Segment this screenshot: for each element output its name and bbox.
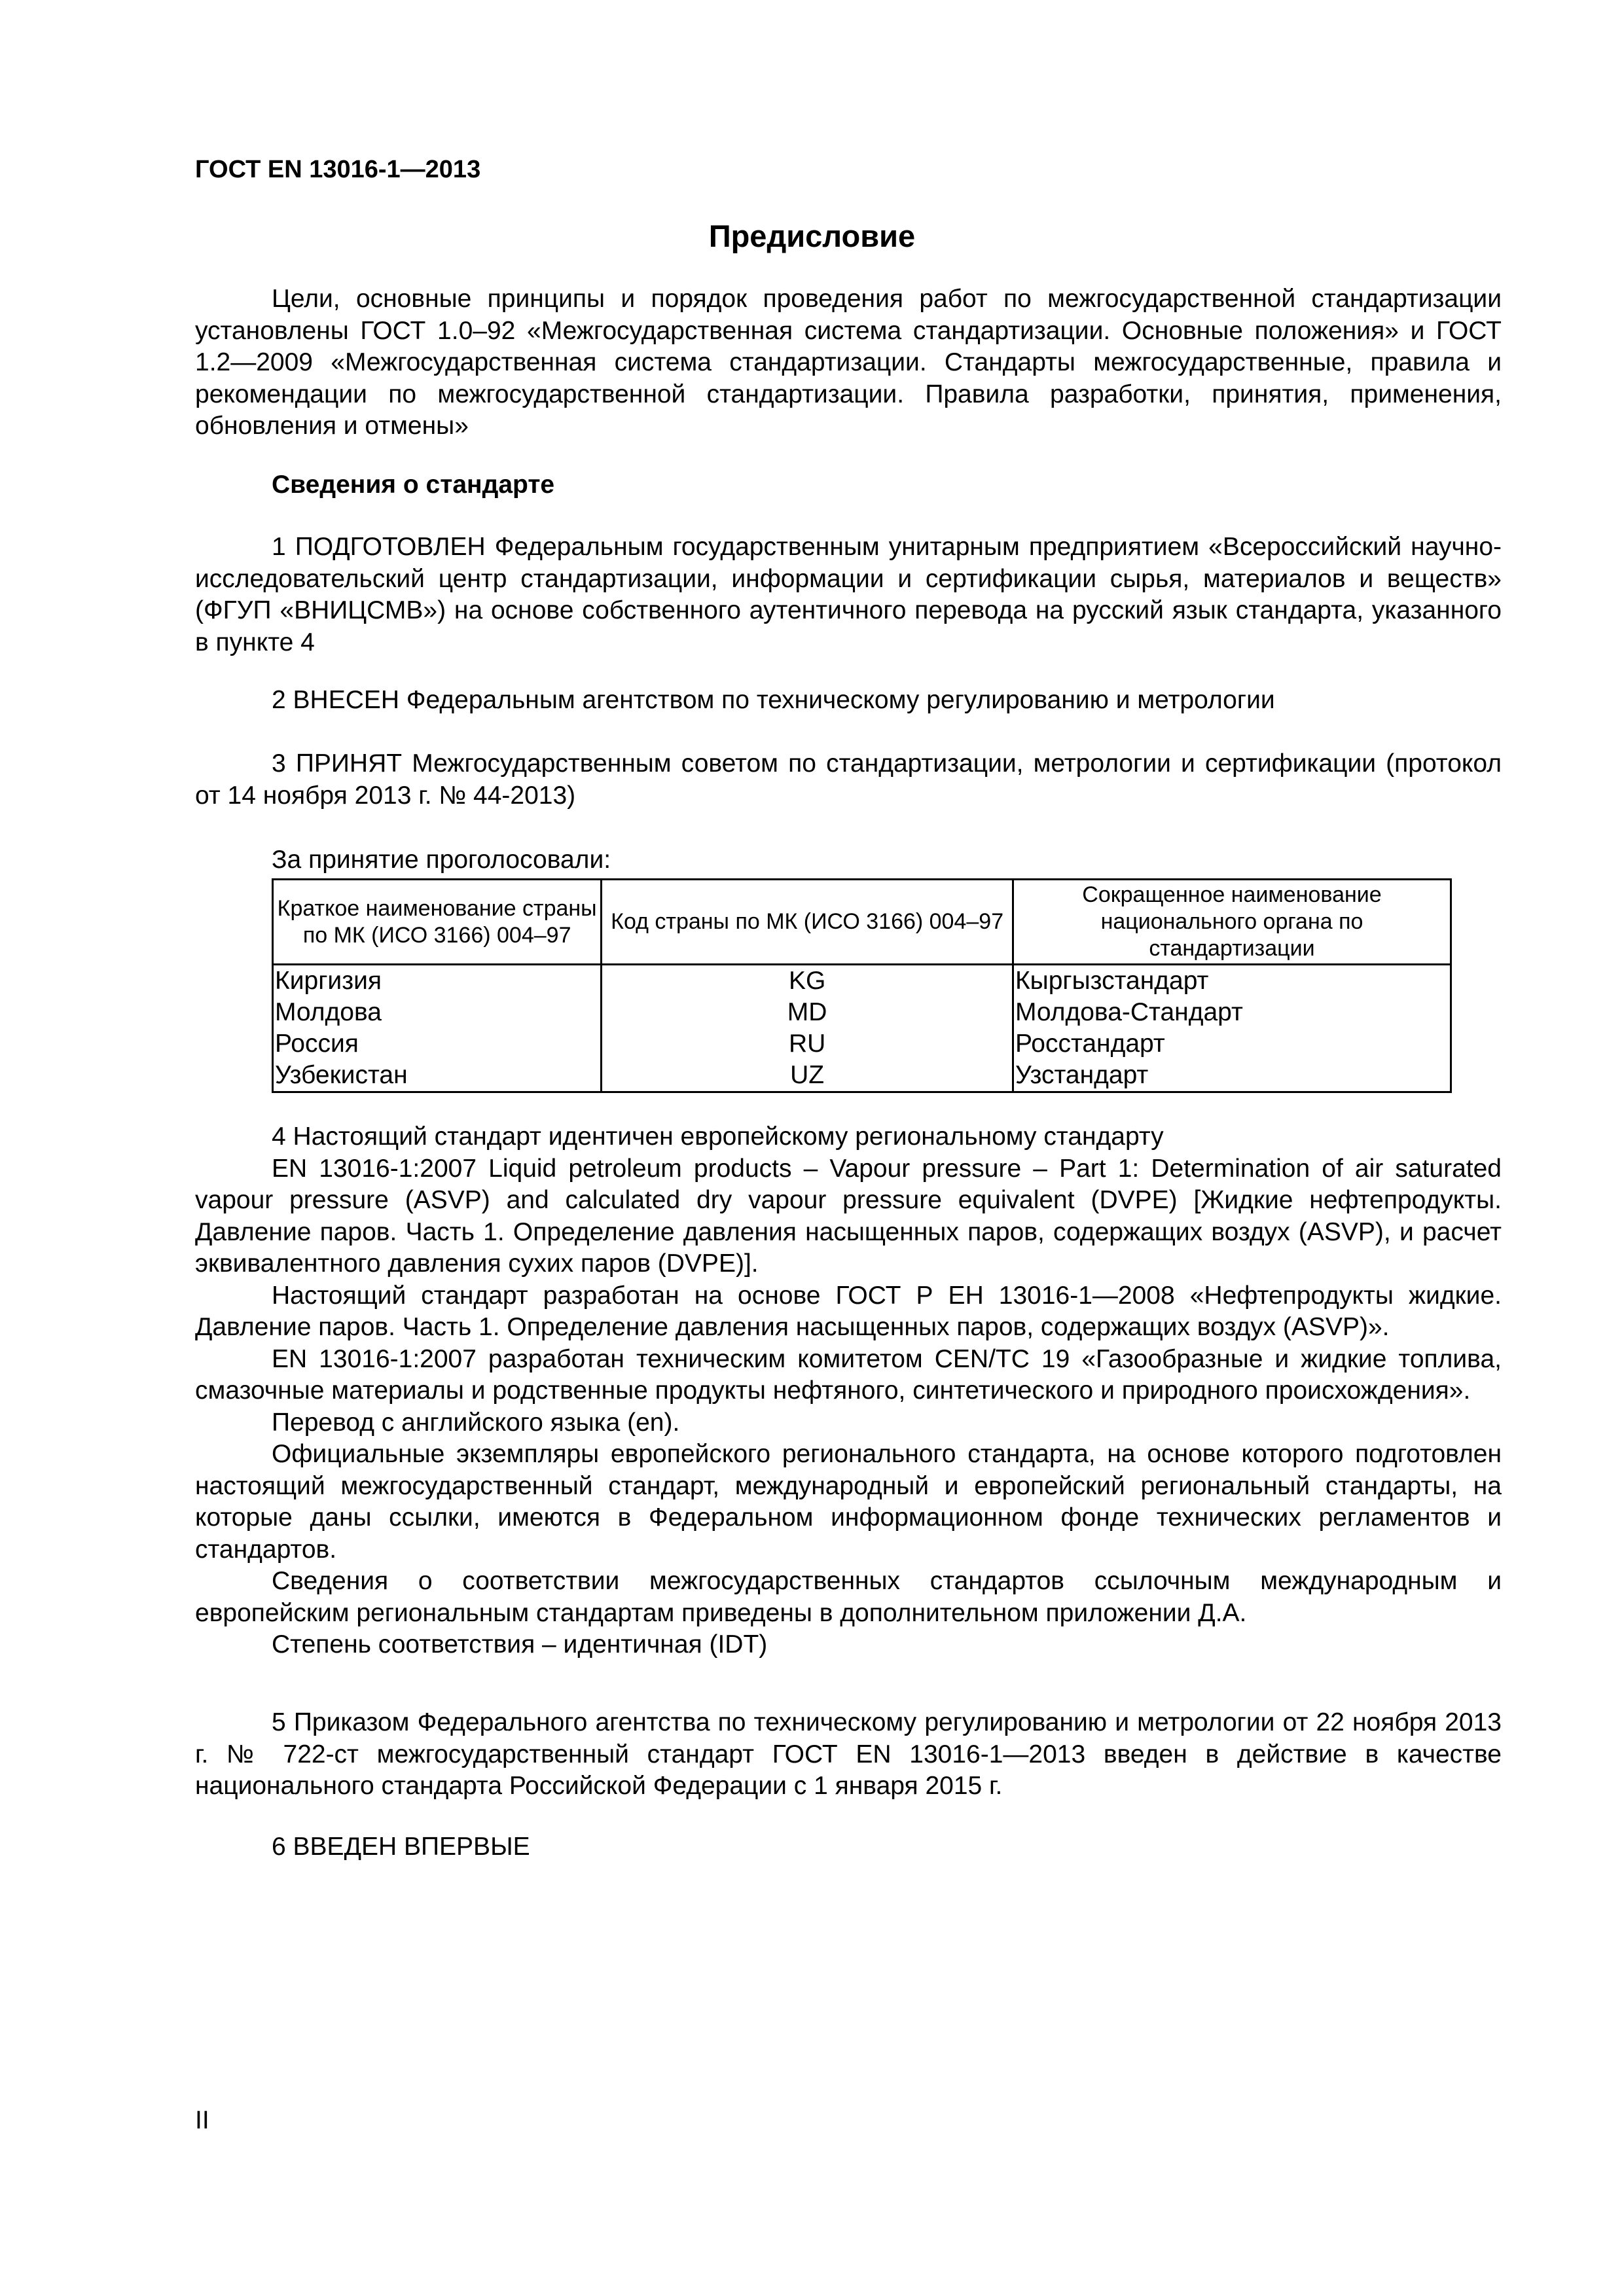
item-5-paragraph: 5 Приказом Федерального агентства по техническому регулированию и метрологии от 22 ноября 2013 г. № 722-ст межгосударственный стандарт ГОСТ EN 13016-1—2013 введен в действие в качестве национального стандарта Российской Федерации с 1 января 2015 г. <box>195 1708 1502 1800</box>
column-header-code: Код страны по МК (ИСО 3166) 004–97 <box>602 880 1013 965</box>
item-4-lead: 4 Настоящий стандарт идентичен европейскому региональному стандарту <box>272 1122 1164 1151</box>
code-cell: UZ <box>602 1060 1013 1092</box>
country-cell: Россия <box>273 1028 602 1060</box>
item-2-section <box>195 685 1502 717</box>
item-4-correspondence: Сведения о соответствии межгосударственных стандартов ссылочным международным и европейским региональным стандартам приведены в дополнительном приложении Д.А. <box>195 1567 1502 1627</box>
vote-caption: За принятие проголосовали: <box>272 846 611 874</box>
item-4-basis: Настоящий стандарт разработан на основе ГОСТ Р ЕН 13016-1—2008 «Нефтепродукты жидкие. Давление паров. Часть 1. Определение давления насыщенных паров, содержащих воздух (ASVP)». <box>195 1281 1502 1341</box>
intro-section <box>195 283 1502 442</box>
country-cell: Узбекистан <box>273 1060 602 1092</box>
country-cell: Киргизия <box>273 965 602 997</box>
item-4-degree: Степень соответствия – идентичная (IDT) <box>272 1630 768 1659</box>
item-6-section <box>195 1831 1502 1863</box>
body-cell: Кыргызстандарт <box>1013 965 1451 997</box>
intro-paragraph: Цели, основные принципы и порядок проведения работ по межгосударственной стандартизации установлены ГОСТ 1.0–92 «Межгосударственная система стандартизации. Основные положения» и ГОСТ 1.2—2009 «Межгосударственная система стандартизации. Стандарты межгосударственные, правила и рекомендации по межгосударственной стандартизации. Правила разработки, принятия, применения, обновления и отмены» <box>195 285 1502 440</box>
item-1-section <box>195 531 1502 658</box>
item-4-official-copies: Официальные экземпляры европейского регионального стандарта, на основе которого подготовлен настоящий межгосударственный стандарт, международный и европейский региональный стандарты, на которые даны ссылки, имеются в Федеральном информационном фонде технических регламентов и стандартов. <box>195 1440 1502 1564</box>
page-title: Предисловие <box>708 219 916 253</box>
code-cell: KG <box>602 965 1013 997</box>
table-row <box>273 1028 1451 1060</box>
vote-table-header-row <box>273 880 1451 965</box>
column-header-body: Сокращенное наименование национального органа по стандартизации <box>1013 880 1451 965</box>
info-heading: Сведения о стандарте <box>272 471 555 499</box>
page-number: II <box>195 2106 209 2134</box>
table-row <box>273 997 1451 1028</box>
item-3-paragraph: 3 ПРИНЯТ Межгосударственным советом по стандартизации, метрологии и сертификации (протокол от 14 ноября 2013 г. № 44-2013) <box>195 749 1502 810</box>
item-6-paragraph: 6 ВВЕДЕН ВПЕРВЫЕ <box>272 1833 530 1861</box>
body-cell: Узстандарт <box>1013 1060 1451 1092</box>
item-2-paragraph: 2 ВНЕСЕН Федеральным агентством по техническому регулированию и метрологии <box>272 686 1275 714</box>
table-row <box>273 1060 1451 1092</box>
body-cell: Молдова-Стандарт <box>1013 997 1451 1028</box>
country-cell: Молдова <box>273 997 602 1028</box>
item-4-standard-title: EN 13016-1:2007 Liquid petroleum products – Vapour pressure – Part 1: Determination of air saturated vapour pressure (ASVP) and calculated dry vapour pressure equivalent (DVPE) [Жидкие нефтепродукты. Давление паров. Часть 1. Определение давления насыщенных паров, содержащих воздух (ASVP), и расчет эквивалентного давления сухих паров (DVPE)]. <box>195 1154 1502 1278</box>
column-header-country: Краткое наименование страны по МК (ИСО 3166) 004–97 <box>273 880 602 965</box>
code-cell: RU <box>602 1028 1013 1060</box>
item-4-translation: Перевод с английского языка (en). <box>272 1408 680 1437</box>
vote-table <box>272 878 1452 1093</box>
document-header: ГОСТ EN 13016-1—2013 <box>195 156 481 183</box>
code-cell: MD <box>602 997 1013 1028</box>
item-5-section <box>195 1707 1502 1803</box>
item-1-paragraph: 1 ПОДГОТОВЛЕН Федеральным государственным унитарным предприятием «Всероссийский научно-исследовательский центр стандартизации, информации и сертификации сырья, материалов и веществ» (ФГУП «ВНИЦСМВ») на основе собственного аутентичного перевода на русский язык стандарта, указанного в пункте 4 <box>195 533 1502 656</box>
body-cell: Росстандарт <box>1013 1028 1451 1060</box>
item-4-section <box>195 1121 1502 1661</box>
item-4-committee: EN 13016-1:2007 разработан техническим комитетом CEN/TC 19 «Газообразные и жидкие топлива, смазочные материалы и родственные продукты нефтяного, синтетического и природного происхождения». <box>195 1344 1502 1405</box>
item-3-section <box>195 748 1502 812</box>
table-row <box>273 965 1451 997</box>
